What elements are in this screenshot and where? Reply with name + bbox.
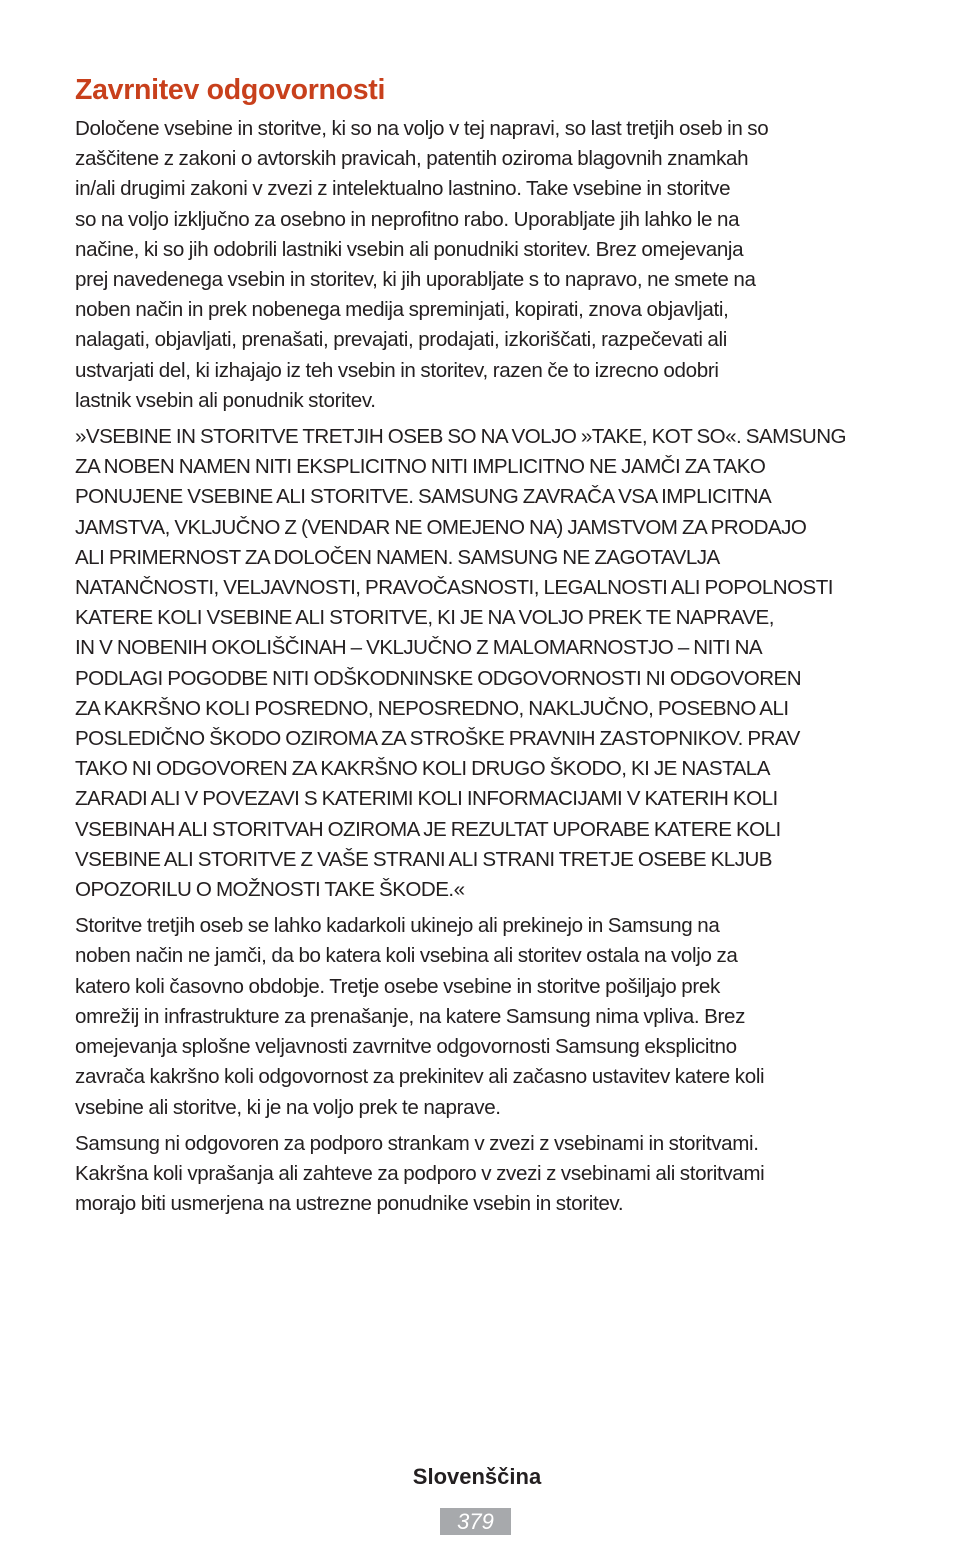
paragraph-line: PODLAGI POGODBE NITI ODŠKODNINSKE ODGOVORNOSTI NI ODGOVOREN bbox=[75, 666, 802, 690]
paragraph-line: JAMSTVA, VKLJUČNO Z (VENDAR NE OMEJENO NA) JAMSTVOM ZA PRODAJO bbox=[75, 515, 807, 539]
paragraph bbox=[75, 1129, 885, 1220]
paragraph-line: vsebine ali storitve, ki je na voljo prek te naprave. bbox=[75, 1095, 501, 1119]
footer-language: Slovenščina bbox=[412, 1464, 542, 1489]
paragraph-line: omejevanja splošne veljavnosti zavrnitve odgovornosti Samsung eksplicitno bbox=[75, 1035, 737, 1059]
paragraph-line: TAKO NI ODGOVOREN ZA KAKRŠNO KOLI DRUGO ŠKODO, KI JE NASTALA bbox=[75, 757, 770, 781]
paragraph-line: Samsung ni odgovoren za podporo strankam v zvezi z vsebinami in storitvami. bbox=[75, 1131, 759, 1155]
paragraph-line: morajo biti usmerjena na ustrezne ponudnike vsebin in storitev. bbox=[75, 1192, 624, 1216]
paragraph bbox=[75, 911, 885, 1122]
paragraph-line: NATANČNOSTI, VELJAVNOSTI, PRAVOČASNOSTI, LEGALNOSTI ALI POPOLNOSTI bbox=[75, 576, 833, 600]
paragraph-line: Določene vsebine in storitve, ki so na voljo v tej napravi, so last tretjih oseb in so bbox=[75, 117, 769, 140]
paragraph-line: so na voljo izključno za osebno in neprofitno rabo. Uporabljate jih lahko le na bbox=[75, 207, 740, 231]
paragraph-line: VSEBINE ALI STORITVE Z VAŠE STRANI ALI STRANI TRETJE OSEBE KLJUB bbox=[75, 847, 772, 871]
paragraph-line: PONUJENE VSEBINE ALI STORITVE. SAMSUNG ZAVRAČA VSA IMPLICITNA bbox=[75, 485, 772, 509]
paragraph-line: POSLEDIČNO ŠKODO OZIROMA ZA STROŠKE PRAVNIH ZASTOPNIKOV. PRAV bbox=[75, 727, 800, 751]
paragraph-line: ALI PRIMERNOST ZA DOLOČEN NAMEN. SAMSUNG NE ZAGOTAVLJA bbox=[75, 545, 720, 569]
page-title: Zavrnitev odgovornosti bbox=[75, 74, 386, 106]
paragraph-line: noben način in prek nobenega medija spreminjati, kopirati, znova objavljati, bbox=[75, 298, 729, 322]
paragraph-line: ZARADI ALI V POVEZAVI S KATERIMI KOLI INFORMACIJAMI V KATERIH KOLI bbox=[75, 787, 778, 811]
paragraph-line: ZA KAKRŠNO KOLI POSREDNO, NEPOSREDNO, NAKLJUČNO, POSEBNO ALI bbox=[75, 696, 789, 720]
paragraph-line: Kakršna koli vprašanja ali zahteve za podporo v zvezi z vsebinami ali storitvami bbox=[75, 1161, 765, 1185]
paragraph bbox=[75, 114, 885, 416]
paragraph-line: noben način ne jamči, da bo katera koli vsebina ali storitev ostala na voljo za bbox=[75, 944, 738, 968]
paragraph-line: VSEBINAH ALI STORITVAH OZIROMA JE REZULTAT UPORABE KATERE KOLI bbox=[75, 817, 781, 841]
paragraph-line: in/ali drugimi zakoni v zvezi z intelektualno lastnino. Take vsebine in storitve bbox=[75, 177, 731, 201]
paragraph-line: prej navedenega vsebin in storitev, ki jih uporabljate s to napravo, ne smete na bbox=[75, 268, 756, 292]
paragraph-line: zaščitene z zakoni o avtorskih pravicah, patentih oziroma blagovnih znamkah bbox=[75, 147, 749, 171]
paragraph-line: katero koli časovno obdobje. Tretje osebe vsebine in storitve pošiljajo prek bbox=[75, 974, 720, 998]
paragraph-line: omrežij in infrastrukture za prenašanje, na katere Samsung nima vpliva. Brez bbox=[75, 1004, 746, 1028]
document-body bbox=[75, 70, 885, 1225]
paragraph-line: IN V NOBENIH OKOLIŠČINAH – VKLJUČNO Z MALOMARNOSTJO – NITI NA bbox=[75, 636, 763, 660]
paragraph-line: nalagati, objavljati, prenašati, prevajati, prodajati, izkoriščati, razpečevati ali bbox=[75, 328, 727, 352]
paragraph-line: Storitve tretjih oseb se lahko kadarkoli ukinejo ali prekinejo in Samsung na bbox=[75, 914, 720, 938]
paragraph-line: načine, ki so jih odobrili lastniki vsebin ali ponudniki storitev. Brez omejevanja bbox=[75, 237, 744, 261]
paragraph-line: zavrača kakršno koli odgovornost za prekinitev ali začasno ustavitev katere koli bbox=[75, 1065, 765, 1089]
paragraph-list bbox=[75, 114, 885, 1219]
paragraph-line: »VSEBINE IN STORITVE TRETJIH OSEB SO NA VOLJO »TAKE, KOT SO«. SAMSUNG bbox=[75, 425, 847, 449]
paragraph-line: lastnik vsebin ali ponudnik storitev. bbox=[75, 388, 376, 412]
paragraph-line: KATERE KOLI VSEBINE ALI STORITVE, KI JE NA VOLJO PREK TE NAPRAVE, bbox=[75, 606, 774, 630]
paragraph-line: OPOZORILU O MOŽNOSTI TAKE ŠKODE.« bbox=[75, 878, 465, 902]
paragraph-line: ustvarjati del, ki izhajajo iz teh vsebin in storitev, razen če to izrecno odobri bbox=[75, 358, 719, 382]
paragraph-line: ZA NOBEN NAMEN NITI EKSPLICITNO NITI IMPLICITNO NE JAMČI ZA TAKO bbox=[75, 455, 766, 479]
paragraph bbox=[75, 422, 885, 905]
page-number-badge: 379 bbox=[440, 1508, 511, 1535]
